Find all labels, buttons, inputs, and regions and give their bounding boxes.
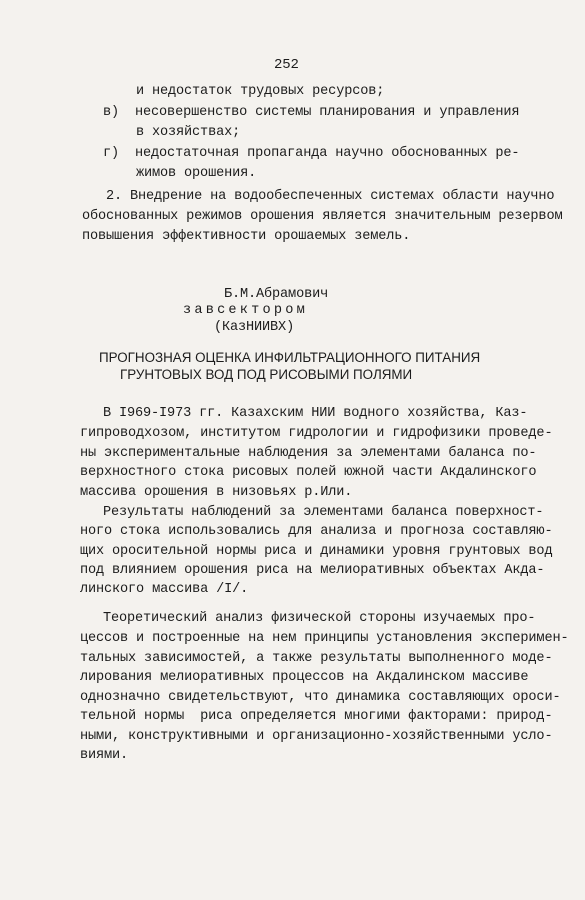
text-line: однозначно свидетельствуют, что динамика составляющих ороси- xyxy=(80,690,561,705)
text-line: ны экспериментальные наблюдения за элементами баланса по- xyxy=(80,446,537,461)
text-line: тальных зависимостей, а также результаты выполненного моде- xyxy=(80,651,553,666)
author-affiliation: (КазНИИВХ) xyxy=(214,320,295,335)
list-line: г) недостаточная пропаганда научно обоснованных ре- xyxy=(103,146,520,161)
text-line: лирования мелиоративных процессов на Акдалинском массиве xyxy=(80,670,529,685)
list-line: в) несовершенство системы планирования и управления xyxy=(103,105,520,120)
list-line: и недостаток трудовых ресурсов; xyxy=(136,84,385,99)
text-line: обоснованных режимов орошения является значительным резервом xyxy=(82,209,563,224)
text-line: ными, конструктивными и организационно-хозяйственными усло- xyxy=(80,729,553,744)
text-line: виями. xyxy=(80,748,129,763)
title-line: ПРОГНОЗНАЯ ОЦЕНКА ИНФИЛЬТРАЦИОННОГО ПИТАНИЯ xyxy=(99,350,481,365)
list-line: в хозяйствах; xyxy=(136,125,241,140)
text-line: повышения эффективности орошаемых земель. xyxy=(82,229,411,244)
text-line: щих оросительной нормы риса и динамики уровня грунтовых вод xyxy=(80,544,553,559)
text-line: линского массива /I/. xyxy=(80,582,249,597)
text-line: массива орошения в низовьях р.Или. xyxy=(80,485,353,500)
text-line: под влиянием орошения риса на мелиоративных объектах Акда- xyxy=(80,563,545,578)
text-line: тельной нормы риса определяется многими факторами: природ- xyxy=(80,709,553,724)
text-line: ного стока использовались для анализа и прогноза составляю- xyxy=(80,524,553,539)
text-line: В I969-I973 гг. Казахским НИИ водного хозяйства, Каз- xyxy=(103,406,528,421)
text-line: Результаты наблюдений за элементами баланса поверхност- xyxy=(103,505,544,520)
author-name: Б.М.Абрамович xyxy=(224,287,329,302)
text-line: верхностного стока рисовых полей южной части Акдалинского xyxy=(80,465,537,480)
author-position: завсектором xyxy=(183,303,308,318)
text-line: цессов и построенные на нем принципы установления эксперимен- xyxy=(80,631,569,646)
text-line: Теоретический анализ физической стороны изучаемых про- xyxy=(103,611,536,626)
text-line: 2. Внедрение на водообеспеченных системах области научно xyxy=(106,189,555,204)
page-number: 252 xyxy=(274,57,299,73)
title-line: ГРУНТОВЫХ ВОД ПОД РИСОВЫМИ ПОЛЯМИ xyxy=(120,367,413,382)
list-line: жимов орошения. xyxy=(136,166,257,181)
text-line: гипроводхозом, институтом гидрологии и гидрофизики проведе- xyxy=(80,426,553,441)
